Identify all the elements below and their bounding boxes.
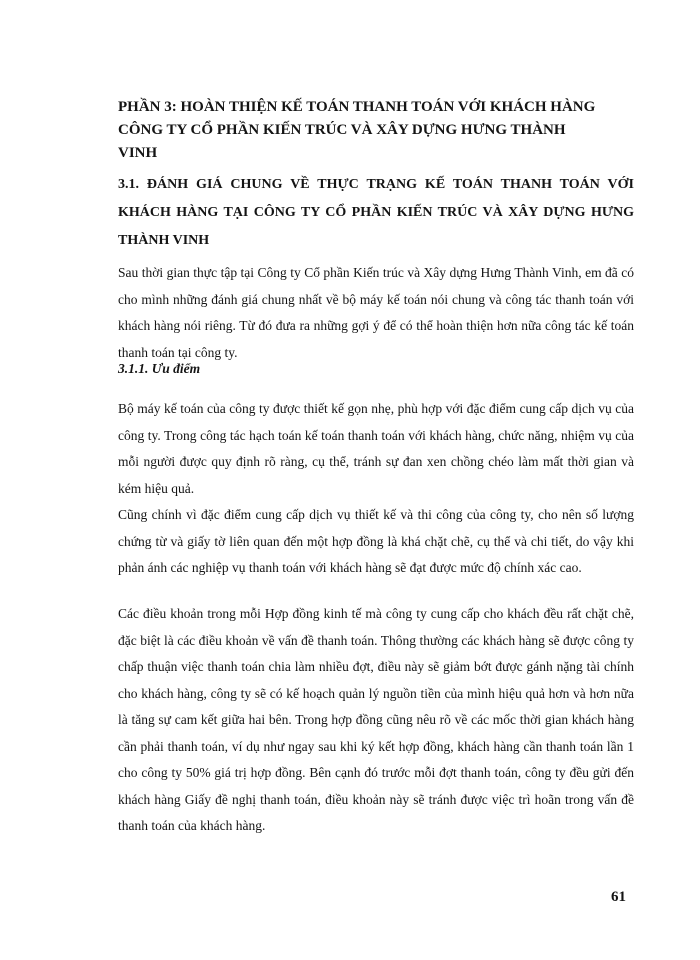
subsection-title: 3.1.1. Ưu điểm: [118, 361, 201, 376]
paragraph-3: Các điều khoản trong mỗi Hợp đồng kinh tế mà công ty cung cấp cho khách đều rất chặt chẽ, đặc biệt là các điều khoản về vấn đề thanh toán. Thông thường các khách hàng sẽ được công ty chấp thuận việc thanh toán chia làm nhiều đợt, điều này sẽ giảm bớt được gánh nặng tài chính cho khách hàng, công ty sẽ có kế hoạch quản lý nguồn tiền của mình hiệu quả hơn và hơn nữa là tăng sự cam kết giữa hai bên. Trong hợp đồng cũng nêu rõ về các mốc thời gian khách hàng cần phải thanh toán, ví dụ như ngay sau khi ký kết hợp đồng, khách hàng cần thanh toán lần 1 cho công ty 50% giá trị hợp đồng. Bên cạnh đó trước mỗi đợt thanh toán, công ty đều gửi đến khách hàng Giấy đề nghị thanh toán, điều khoản này sẽ tránh được việc trì hoãn trong vấn đề thanh toán của khách hàng.: [118, 606, 634, 833]
section-title: 3.1. ĐÁNH GIÁ CHUNG VỀ THỰC TRẠNG KẾ TOÁN THANH TOÁN VỚI KHÁCH HÀNG TẠI CÔNG TY CỔ PHẦN KIẾN TRÚC VÀ XÂY DỰNG HƯNG THÀNH VINH: [118, 177, 634, 248]
intro-paragraph: Sau thời gian thực tập tại Công ty Cổ phần Kiến trúc và Xây dựng Hưng Thành Vinh, em đã có cho mình những đánh giá chung nhất về bộ máy kế toán nói chung và công tác thanh toán với khách hàng nói riêng. Từ đó đưa ra những gợi ý để có thể hoàn thiện hơn nữa công tác kế toán thanh toán tại công ty.: [118, 265, 634, 360]
paragraph-2: Cũng chính vì đặc điểm cung cấp dịch vụ thiết kế và thi công của công ty, cho nên số lượng chứng từ và giấy tờ liên quan đến một hợp đồng là khá chặt chẽ, cụ thể và chi tiết, do vậy khi phản ánh các nghiệp vụ thanh toán với khách hàng sẽ đạt được mức độ chính xác cao.: [118, 507, 634, 575]
paragraph-1: Bộ máy kế toán của công ty được thiết kế gọn nhẹ, phù hợp với đặc điểm cung cấp dịch vụ của công ty. Trong công tác hạch toán kế toán thanh toán với khách hàng, chức năng, nhiệm vụ của mỗi người được quy định rõ ràng, cụ thể, tránh sự đan xen chồng chéo làm mất thời gian và kém hiệu quả.: [118, 401, 634, 496]
page-number: 61: [611, 889, 626, 905]
part-title: PHẦN 3: HOÀN THIỆN KẾ TOÁN THANH TOÁN VỚI KHÁCH HÀNG CÔNG TY CỔ PHẦN KIẾN TRÚC VÀ XÂY DỰNG HƯNG THÀNH VINH: [118, 99, 596, 161]
